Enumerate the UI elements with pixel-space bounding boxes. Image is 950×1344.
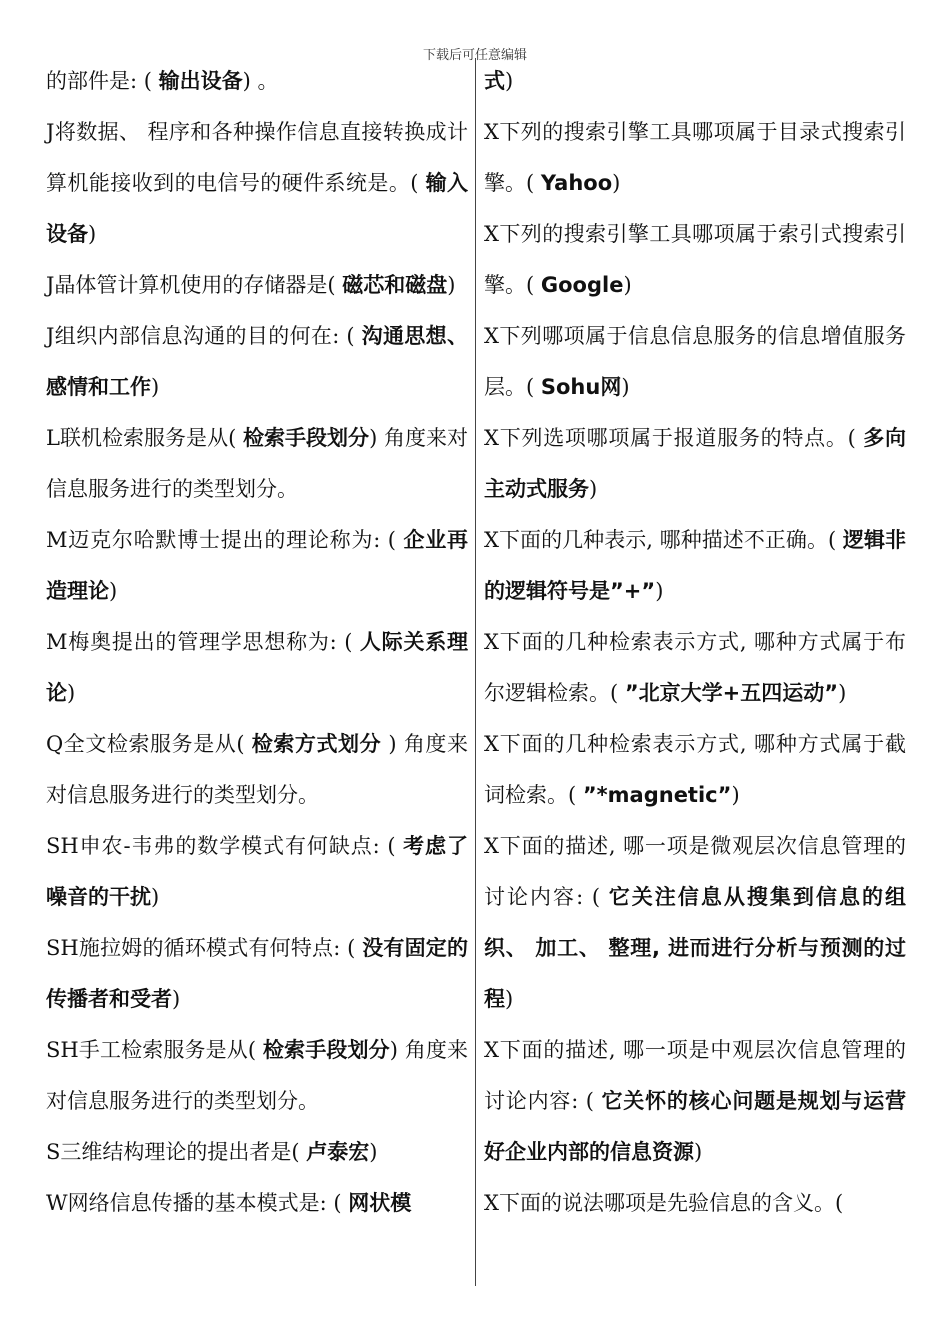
question-tail: ): [623, 273, 632, 297]
question-entry: [484, 56, 906, 107]
question-text: X下列哪项属于信息信息服务的信息增值服务层。(: [484, 324, 906, 399]
question-text: X下面的几种检索表示方式, 哪种方式属于布尔逻辑检索。(: [484, 630, 906, 705]
answer-text: ”北京大学+五四运动”: [624, 681, 839, 705]
question-text: W网络信息传播的基本模式是: (: [46, 1191, 349, 1215]
answer-text: 输入设备: [46, 171, 469, 246]
question-entry: [46, 821, 468, 923]
answer-text: 它关注信息从搜集到信息的组织、 加工、 整理, 进而进行分析与预测的过程: [484, 885, 906, 1011]
question-entry: [484, 311, 906, 413]
question-tail: ): [151, 375, 160, 399]
column-divider: [475, 58, 476, 1286]
answer-text: 式: [484, 69, 505, 93]
question-entry: [46, 260, 468, 311]
question-tail: ): [88, 222, 97, 246]
question-entry: [46, 413, 468, 515]
question-text: 的部件是: (: [46, 69, 159, 93]
answer-text: 检索手段划分: [262, 1038, 390, 1062]
question-text: SH施拉姆的循环模式有何特点: (: [46, 936, 363, 960]
question-tail: ): [838, 681, 847, 705]
answer-text: 逻辑非的逻辑符号是”+”: [484, 528, 907, 603]
answer-text: 考虑了噪音的干扰: [46, 834, 468, 909]
question-entry: [484, 107, 906, 209]
question-entry: [46, 923, 468, 1025]
answer-text: 磁芯和磁盘: [342, 273, 448, 297]
question-text: X下列的搜索引擎工具哪项属于目录式搜索引擎。(: [484, 120, 906, 195]
question-text: J将数据、 程序和各种操作信息直接转换成计算机能接收到的电信号的硬件系统是。(: [46, 120, 468, 195]
question-text: J组织内部信息沟通的目的何在: (: [46, 324, 362, 348]
question-tail: ): [589, 477, 598, 501]
question-entry: [46, 1178, 468, 1229]
answer-text: 它关怀的核心问题是规划与运营好企业内部的信息资源: [484, 1089, 907, 1164]
question-tail: ) 角度来对信息服务进行的类型划分。: [46, 426, 468, 501]
question-text: X下面的几种检索表示方式, 哪种方式属于截词检索。(: [484, 732, 906, 807]
question-tail: ): [655, 579, 664, 603]
question-entry: [484, 209, 906, 311]
answer-text: 没有固定的传播者和受者: [46, 936, 468, 1011]
question-entry: [46, 1025, 468, 1127]
question-tail: ): [731, 783, 740, 807]
question-entry: [484, 413, 906, 515]
question-tail: ) 角度来对信息服务进行的类型划分。: [46, 1038, 469, 1113]
question-tail: ): [447, 273, 456, 297]
question-entry: [484, 1025, 906, 1178]
question-entry: [484, 719, 906, 821]
left-column: [46, 56, 468, 1229]
question-text: X下列的搜索引擎工具哪项属于索引式搜索引擎。(: [484, 222, 906, 297]
question-entry: [484, 617, 906, 719]
question-entry: [46, 107, 468, 260]
answer-text: Sohu网: [540, 375, 622, 399]
question-entry: [484, 821, 906, 1025]
answer-text: 检索方式划分: [251, 732, 382, 756]
question-tail: ) 角度来对信息服务进行的类型划分。: [46, 732, 469, 807]
answer-text: 检索手段划分: [242, 426, 370, 450]
answer-text: 沟通思想、 感情和工作: [46, 324, 468, 399]
question-tail: ): [694, 1140, 703, 1164]
answer-text: 多向主动式服务: [484, 426, 906, 501]
question-text: Q全文检索服务是从(: [46, 732, 252, 756]
question-tail: ): [621, 375, 630, 399]
answer-text: 卢泰宏: [306, 1140, 370, 1164]
question-text: M梅奥提出的管理学思想称为: (: [46, 630, 360, 654]
question-text: M迈克尔哈默博士提出的理论称为: (: [46, 528, 404, 552]
question-text: X下面的描述, 哪一项是中观层次信息管理的讨论内容: (: [484, 1038, 906, 1113]
question-text: X下面的描述, 哪一项是微观层次信息管理的讨论内容: (: [484, 834, 906, 909]
answer-text: 网状模: [348, 1191, 412, 1215]
question-text: X下面的说法哪项是先验信息的含义。(: [484, 1191, 844, 1215]
question-entry: [484, 1178, 906, 1229]
right-column: [484, 56, 906, 1229]
question-text: SH申农-韦弗的数学模式有何缺点: (: [46, 834, 404, 858]
answer-text: 企业再造理论: [46, 528, 469, 603]
answer-text: ”*magnetic”: [582, 783, 732, 807]
question-tail: ): [369, 1140, 378, 1164]
question-tail: ) 。: [242, 69, 279, 93]
question-text: X下面的几种表示, 哪种描述不正确。(: [484, 528, 843, 552]
question-text: L联机检索服务是从(: [46, 426, 243, 450]
question-entry: [46, 1127, 468, 1178]
question-entry: [46, 617, 468, 719]
question-tail: ): [109, 579, 118, 603]
question-entry: [46, 719, 468, 821]
question-text: J晶体管计算机使用的存储器是(: [46, 273, 343, 297]
question-tail: ): [505, 987, 514, 1011]
answer-text: 人际关系理论: [46, 630, 469, 705]
page-header: 下载后可任意编辑: [422, 48, 527, 63]
question-tail: ): [505, 69, 514, 93]
question-tail: ): [612, 171, 621, 195]
question-tail: ): [172, 987, 181, 1011]
answer-text: Google: [540, 273, 624, 297]
answer-text: Yahoo: [540, 171, 613, 195]
question-entry: [46, 311, 468, 413]
question-text: SH手工检索服务是从(: [46, 1038, 263, 1062]
question-entry: [46, 515, 468, 617]
question-text: S三维结构理论的提出者是(: [46, 1140, 307, 1164]
question-entry: [484, 515, 906, 617]
answer-text: 输出设备: [158, 69, 243, 93]
question-entry: [46, 56, 468, 107]
question-text: X下列选项哪项属于报道服务的特点。(: [484, 426, 864, 450]
question-tail: ): [151, 885, 160, 909]
question-tail: ): [67, 681, 76, 705]
